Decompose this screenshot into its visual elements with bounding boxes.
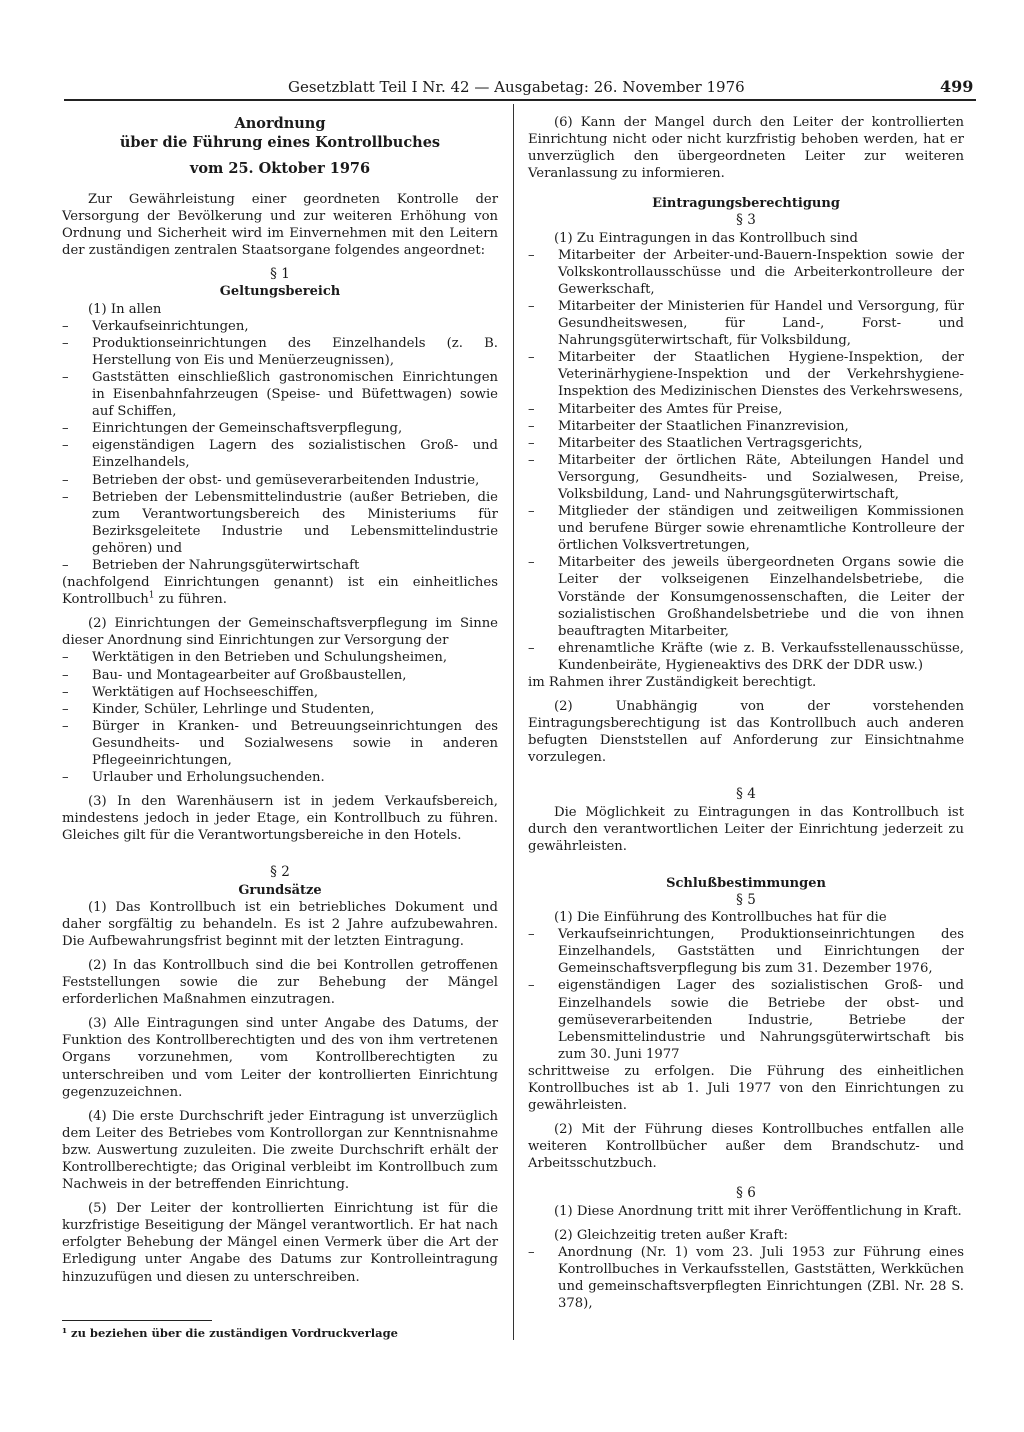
section-3-mark: § 3	[736, 212, 756, 229]
section-1-para-2-intro: (2) Einrichtungen der Gemeinschaftsverpflegung im Sinne dieser Anordnung sind Einrichtungen zur Versorgung der	[62, 616, 498, 649]
list-item: – Mitarbeiter des Staatlichen Vertragsgerichts,	[528, 435, 964, 452]
list-item: – Mitarbeiter des Amtes für Preise,	[528, 401, 964, 418]
section-1-para-1-list	[62, 318, 498, 574]
doc-heading-date: vom 25. Oktober 1976	[189, 160, 371, 177]
section-2-title: Grundsätze	[238, 882, 322, 898]
section-3-title: Eintragungsberechtigung	[652, 196, 840, 212]
column-divider	[513, 104, 514, 1340]
list-item: – Mitarbeiter des jeweils übergeordneten Organs sowie die Leiter der volkseigenen Einzelhandelsbetriebe, die Vorstände der Konsumgenossenschaften, die Leiter der sozialistischen Großhandelsbetriebe und die von ihnen beauftragten Mitarbeiter,	[528, 554, 964, 639]
list-item: – eigenständigen Lagern des sozialistischen Groß- und Einzelhandels,	[62, 437, 498, 471]
doc-heading-line1: Anordnung	[234, 115, 326, 132]
section-5-para-1-intro: (1) Die Einführung des Kontrollbuches hat für die	[554, 910, 887, 926]
list-item: – ehrenamtliche Kräfte (wie z. B. Verkaufsstellenausschüsse, Kundenbeiräte, Hygieneaktivs des DRK der DDR usw.)	[528, 640, 964, 674]
section-1-para-1-intro: (1) In allen	[88, 301, 162, 317]
section-5-para-1-list	[528, 926, 964, 1063]
list-item: – Werktätigen auf Hochseeschiffen,	[62, 684, 498, 701]
section-3-para-2: (2) Unabhängig von der vorstehenden Eintragungsberechtigung ist das Kontrollbuch auch anderen befugten Dienststellen auf Anforderung zur Einsichtnahme vorzulegen.	[528, 699, 964, 766]
list-item: – Betrieben der Lebensmittelindustrie (außer Betrieben, die zum Verantwortungsbereich des Ministeriums für Bezirksgeleitete Industrie und Lebensmittelindustrie gehören) und	[62, 489, 498, 557]
footnote-ref-1[interactable]: 1	[148, 590, 155, 601]
section-2-para-6: (6) Kann der Mangel durch den Leiter der kontrollierten Einrichtung nicht oder nicht kurzfristig behoben werden, hat er unverzüglich den übergeordneten Leiter zur weiteren Veranlassung zu informieren.	[528, 115, 964, 182]
section-3-para-1-close: im Rahmen ihrer Zuständigkeit berechtigt.	[528, 675, 817, 690]
footnote-rule	[62, 1320, 212, 1321]
list-item: – Betrieben der obst- und gemüseverarbeitenden Industrie,	[62, 472, 498, 489]
section-1-para-3: (3) In den Warenhäusern ist in jedem Verkaufsbereich, mindestens jedoch in jeder Etage, ein Kontrollbuch zu führen. Gleiches gilt für die Verantwortungsbereiche in den Hotels.	[62, 794, 498, 844]
section-5-mark: § 5	[736, 891, 756, 908]
list-item: – Verkaufseinrichtungen,	[62, 318, 498, 335]
section-1-mark: § 1	[270, 266, 290, 283]
doc-heading-line2: über die Führung eines Kontrollbuches	[119, 134, 441, 151]
footnote: ¹ zu beziehen über die zuständigen Vordruckverlage	[62, 1326, 398, 1340]
section-3-para-1-intro: (1) Zu Eintragungen in das Kontrollbuch sind	[554, 230, 858, 246]
para-text: zu führen.	[154, 592, 227, 608]
header-rule	[64, 99, 976, 101]
para-text: (nachfolgend Einrichtungen genannt) ist ein einheitliches Kontrollbuch	[62, 575, 498, 608]
section-2-para-4: (4) Die erste Durchschrift jeder Eintragung ist unverzüglich dem Leiter des Betriebes vom Kontrollorgan zur Kenntnisnahme bzw. Auswertung zuzuleiten. Die zweite Durchschrift erhält der Kontrollberechtigte; das Original verbleibt im Kontrollbuch zum Nachweis in der betreffenden Einrichtung.	[62, 1108, 498, 1193]
list-item: – Produktionseinrichtungen des Einzelhandels (z. B. Herstellung von Eis und Menüerzeugnissen),	[62, 335, 498, 369]
section-1-title: Geltungsbereich	[219, 284, 341, 300]
list-item: – Mitarbeiter der Arbeiter-und-Bauern-Inspektion sowie der Volkskontrollausschüsse und die Arbeiterkontrolleure der Gewerkschaft,	[528, 247, 964, 298]
section-4-text: Die Möglichkeit zu Eintragungen in das Kontrollbuch ist durch den verantwortlichen Leiter der Einrichtung jederzeit zu gewährleisten.	[528, 804, 964, 854]
section-1-para-1-close	[62, 574, 498, 608]
section-2-para-1: (1) Das Kontrollbuch ist ein betriebliches Dokument und daher sorgfältig zu behandeln. Es ist 2 Jahre aufzubewahren. Die Aufbewahrungsfrist beginnt mit der letzten Eintragung.	[62, 899, 498, 949]
section-2-para-5: (5) Der Leiter der kontrollierten Einrichtung ist für die kurzfristige Beseitigung der Mängel verantwortlich. Er hat nach erfolgter Behebung der Mängel einen Vermerk über die Art der Erledigung unter Angabe des Datums zur Kontrolleintragung hinzuzufügen und diesen zu unterschreiben.	[62, 1201, 498, 1285]
list-item: – Mitarbeiter der Ministerien für Handel und Versorgung, für Gesundheitswesen, für Land-, Forst- und Nahrungsgüterwirtschaft, für Volksbildung,	[528, 298, 964, 349]
list-item: – Urlauber und Erholungsuchenden.	[62, 769, 498, 786]
section-4-mark: § 4	[736, 786, 756, 803]
list-item: – Kinder, Schüler, Lehrlinge und Studenten,	[62, 701, 498, 718]
section-2-para-2: (2) In das Kontrollbuch sind die bei Kontrollen getroffenen Feststellungen sowie die zur Behebung der Mängel erforderlichen Maßnahmen einzutragen.	[62, 957, 498, 1008]
section-6-para-2-intro: (2) Gleichzeitig treten außer Kraft:	[554, 1227, 788, 1243]
gazette-header-title: Gesetzblatt Teil I Nr. 42 — Ausgabetag: 26. November 1976	[288, 78, 745, 96]
list-item: – Verkaufseinrichtungen, Produktionseinrichtungen des Einzelhandels, Gaststätten und Einrichtungen der Gemeinschaftsverpflegung bis zum 31. Dezember 1976,	[528, 926, 964, 977]
section-5-para-2: (2) Mit der Führung dieses Kontrollbuches entfallen alle weiteren Kontrollbücher außer dem Brandschutz- und Arbeitsschutzbuch.	[528, 1122, 964, 1172]
right-column	[528, 114, 964, 1312]
list-item: – Gaststätten einschließlich gastronomischen Einrichtungen in Eisenbahnfahrzeugen (Speise- und Büfettwagen) sowie auf Schiffen,	[62, 369, 498, 420]
list-item: – Anordnung (Nr. 1) vom 23. Juli 1953 zur Führung eines Kontrollbuches in Verkaufsstellen, Gaststätten, Werkküchen und gemeinschaftsverpflegten Einrichtungen (ZBl. Nr. 28 S. 378),	[528, 1244, 964, 1312]
list-item: – Mitarbeiter der Staatlichen Finanzrevision,	[528, 418, 964, 435]
list-item: – Mitarbeiter der Staatlichen Hygiene-Inspektion, der Veterinärhygiene-Inspektion und der Verkehrshygiene-Inspektion des Medizinischen Dienstes des Verkehrswesens,	[528, 349, 964, 400]
list-item: – Bau- und Montagearbeiter auf Großbaustellen,	[62, 667, 498, 684]
section-5-para-1-close: schrittweise zu erfolgen. Die Führung des einheitlichen Kontrollbuches ist ab 1. Juli 1977 von den Einrichtungen zu gewährleisten.	[528, 1063, 964, 1114]
section-5-heading: Schlußbestimmungen	[666, 875, 826, 891]
section-2-para-3: (3) Alle Eintragungen sind unter Angabe des Datums, der Funktion des Kontrollberechtigten und des von ihm vertretenen Organs vorzunehmen, vom Kontrollberechtigten zu unterschreiben und vom Leiter der kontrollierten Einrichtung gegenzuzeichnen.	[62, 1016, 498, 1100]
preamble: Zur Gewährleistung einer geordneten Kontrolle der Versorgung der Bevölkerung und zur weiteren Erhöhung von Ordnung und Sicherheit wird im Einvernehmen mit den Leitern der zuständigen zentralen Staatsorgane folgendes angeordnet:	[62, 192, 498, 259]
list-item: – eigenständigen Lager des sozialistischen Groß- und Einzelhandels sowie die Betriebe der obst- und gemüseverarbeitenden Industrie, Betriebe der Lebensmittelindustrie und Nahrungsgüterwirtschaft bis zum 30. Juni 1977	[528, 977, 964, 1062]
list-item: – Mitarbeiter der örtlichen Räte, Abteilungen Handel und Versorgung, Gesundheits- und Sozialwesen, Preise, Volksbildung, Land- und Nahrungsgüterwirtschaft,	[528, 452, 964, 503]
list-item: – Werktätigen in den Betrieben und Schulungsheimen,	[62, 649, 498, 666]
section-6-para-1: (1) Diese Anordnung tritt mit ihrer Veröffentlichung in Kraft.	[554, 1203, 962, 1219]
list-item: – Mitglieder der ständigen und zeitweiligen Kommissionen und berufene Bürger sowie ehrenamtliche Kontrolleure der örtlichen Volksvertretungen,	[528, 503, 964, 554]
page-number: 499	[940, 77, 974, 96]
section-1-para-2-list	[62, 649, 498, 786]
section-6-mark: § 6	[736, 1185, 756, 1202]
left-column	[62, 114, 498, 1286]
list-item: – Einrichtungen der Gemeinschaftsverpflegung,	[62, 420, 498, 437]
section-3-para-1-list	[528, 247, 964, 674]
list-item: – Bürger in Kranken- und Betreuungseinrichtungen des Gesundheits- und Sozialwesens sowie in anderen Pflegeeinrichtungen,	[62, 718, 498, 769]
section-2-mark: § 2	[270, 864, 290, 881]
section-6-para-2-list	[528, 1244, 964, 1312]
list-item: – Betrieben der Nahrungsgüterwirtschaft	[62, 557, 498, 574]
